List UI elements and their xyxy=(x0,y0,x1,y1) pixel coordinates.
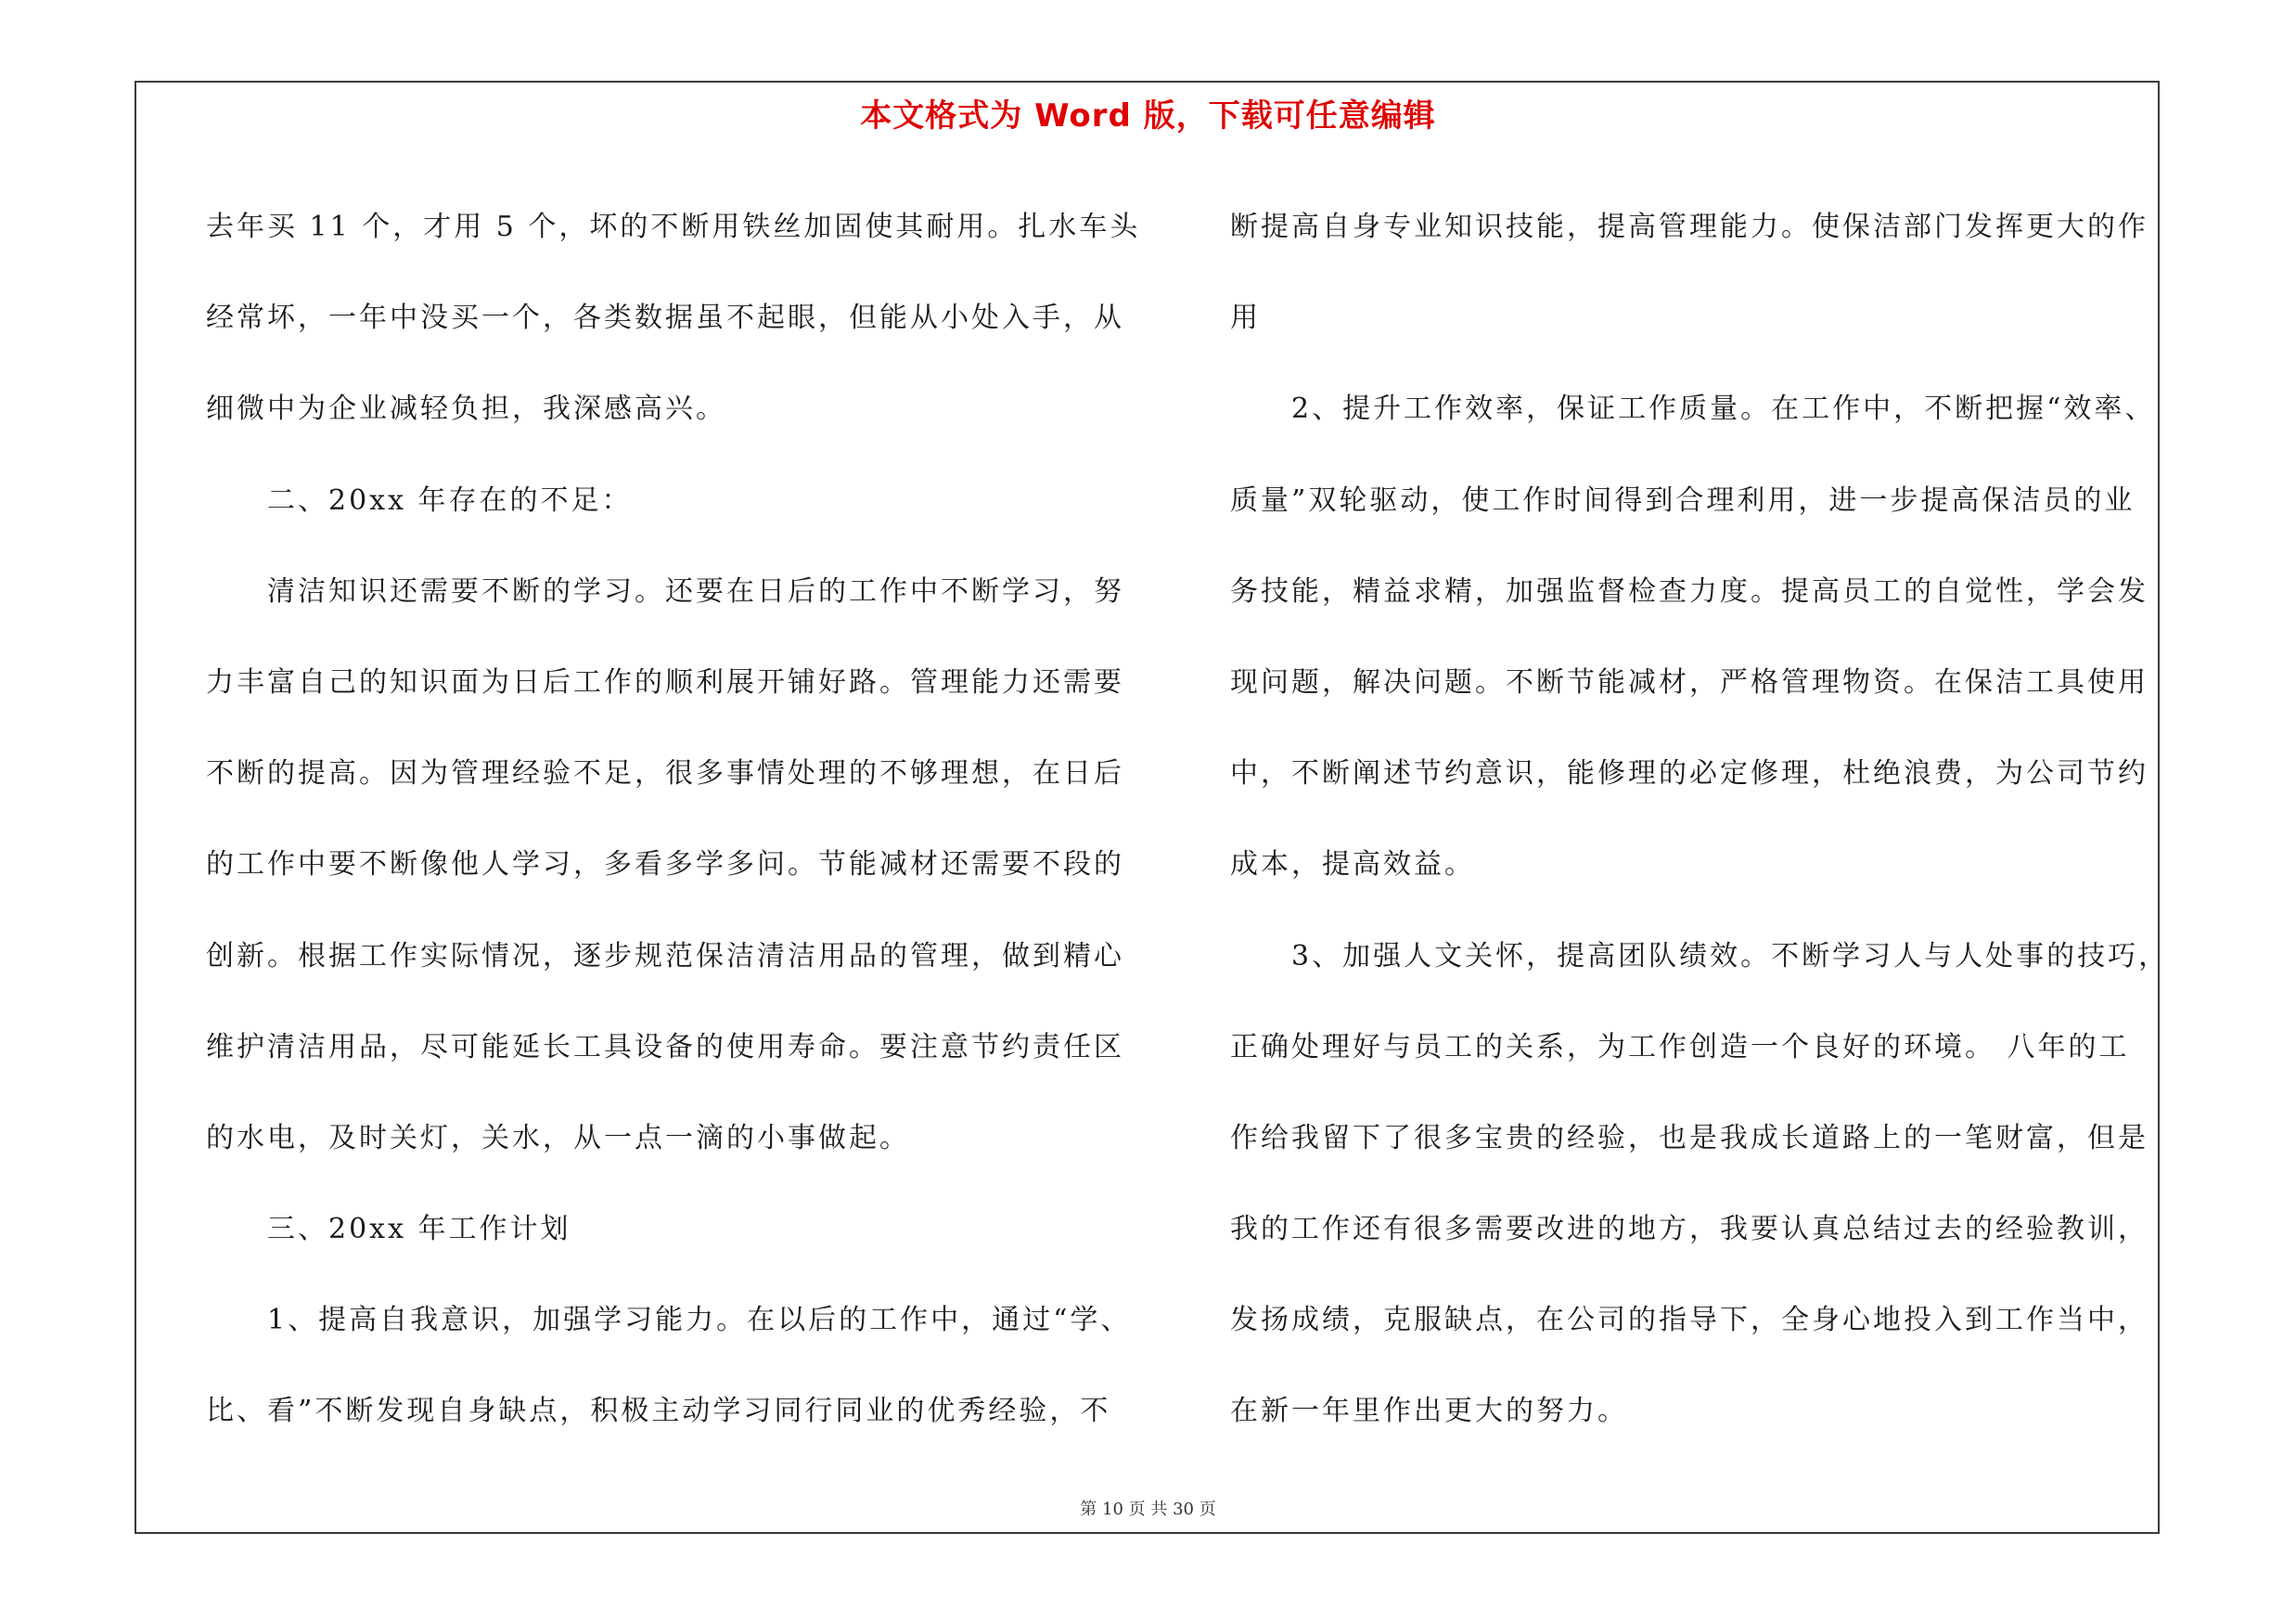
text-line: 成本，提高效益。 xyxy=(1230,848,1475,882)
text-line: 的工作中要不断像他人学习，多看多学多问。节能减材还需要不段的 xyxy=(206,848,1124,882)
text-line: 作给我留下了很多宝贵的经验，也是我成长道路上的一笔财富，但是 xyxy=(1230,1121,2148,1154)
text-line: 1、提高自我意识，加强学习能力。在以后的工作中，通过“学、 xyxy=(206,1304,1132,1337)
text-line: 比、看”不断发现自身缺点，积极主动学习同行同业的优秀经验，不 xyxy=(206,1395,1111,1428)
text-line: 经常坏，一年中没买一个，各类数据虽不起眼，但能从小处入手，从 xyxy=(206,302,1124,335)
section-heading: 二、20xx 年存在的不足： xyxy=(206,483,633,517)
text-line: 力丰富自己的知识面为日后工作的顺利展开铺好路。管理能力还需要 xyxy=(206,665,1124,699)
text-line: 维护清洁用品，尽可能延长工具设备的使用寿命。要注意节约责任区 xyxy=(206,1030,1124,1063)
text-line: 发扬成绩，克服缺点，在公司的指导下，全身心地投入到工作当中， xyxy=(1230,1304,2148,1337)
text-line: 务技能，精益求精，加强监督检查力度。提高员工的自觉性，学会发 xyxy=(1230,574,2148,608)
text-line: 去年买 11 个，才用 5 个，坏的不断用铁丝加固使其耐用。扎水车头 xyxy=(206,211,1141,243)
page-number: 第 10 页 共 30 页 xyxy=(1080,1500,1216,1519)
text-line: 3、加强人文关怀，提高团队绩效。不断学习人与人处事的技巧， xyxy=(1230,939,2170,973)
text-line: 在新一年里作出更大的努力。 xyxy=(1230,1395,1628,1428)
section-heading: 三、20xx 年工作计划 xyxy=(206,1213,571,1246)
text-line: 清洁知识还需要不断的学习。还要在日后的工作中不断学习，努 xyxy=(206,574,1124,608)
text-line: 创新。根据工作实际情况，逐步规范保洁清洁用品的管理，做到精心 xyxy=(206,939,1124,973)
text-line: 正确处理好与员工的关系，为工作创造一个良好的环境。 八年的工 xyxy=(1230,1030,2130,1063)
text-line: 细微中为企业减轻负担，我深感高兴。 xyxy=(206,393,726,426)
text-line: 我的工作还有很多需要改进的地方，我要认真总结过去的经验教训， xyxy=(1230,1213,2148,1246)
text-line: 现问题，解决问题。不断节能减材，严格管理物资。在保洁工具使用 xyxy=(1230,665,2148,699)
text-line: 中，不断阐述节约意识，能修理的必定修理，杜绝浪费，为公司节约 xyxy=(1230,757,2148,791)
text-line: 用 xyxy=(1230,302,1261,335)
format-banner: 本文格式为 Word 版，下载可任意编辑 xyxy=(860,97,1436,135)
right-column xyxy=(1230,182,2170,1458)
text-line: 质量”双轮驱动，使工作时间得到合理利用，进一步提高保洁员的业 xyxy=(1230,483,2136,517)
text-line: 的水电，及时关灯，关水，从一点一滴的小事做起。 xyxy=(206,1121,910,1154)
left-column xyxy=(206,182,1141,1458)
text-line: 不断的提高。因为管理经验不足，很多事情处理的不够理想，在日后 xyxy=(206,757,1124,791)
text-line: 断提高自身专业知识技能，提高管理能力。使保洁部门发挥更大的作 xyxy=(1230,211,2148,243)
text-line: 2、提升工作效率，保证工作质量。在工作中，不断把握“效率、 xyxy=(1230,393,2156,426)
